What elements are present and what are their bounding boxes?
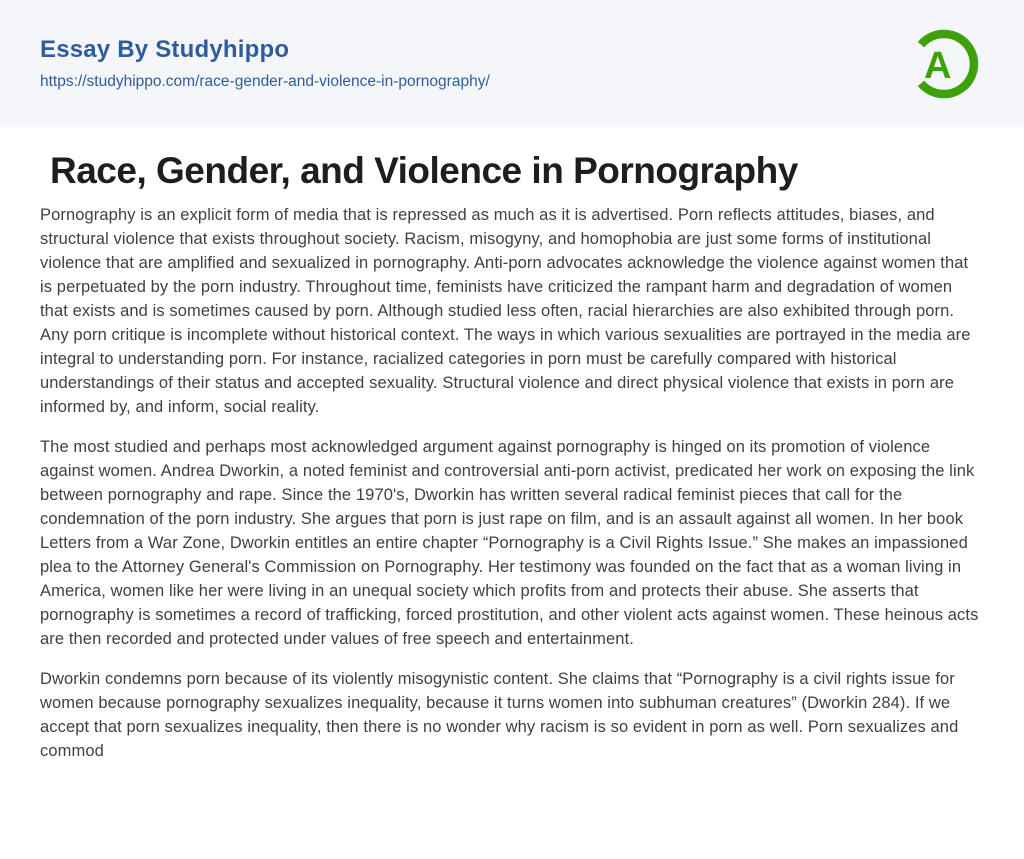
essay-title: Race, Gender, and Violence in Pornography: [50, 150, 798, 191]
essay-body: [0, 150, 1024, 763]
studyhippo-logo-icon: [902, 22, 986, 106]
header-text-block: [40, 36, 490, 91]
essay-paragraph-1: Pornography is an explicit form of media that is repressed as much as it is advertised. Porn reflects attitudes, biases, and structural violence that exists throughout society. Racism, misogyny, and homophobia are just some forms of institutional violence that are amplified and sexualized in pornography. Anti-porn advocates acknowledge the violence against women that is perpetuated by the porn industry. Throughout time, feminists have criticized the rampant harm and degradation of women that exists and is sometimes caused by porn. Although studied less often, racial hierarchies are also exhibited through porn. Any porn critique is incomplete without historical context. The ways in which various sexualities are portrayed in the media are integral to understanding porn. For instance, racialized categories in porn must be carefully compared with historical understandings of their status and accepted sexuality. Structural violence and direct physical violence that exists in porn are informed by, and inform, social reality.: [40, 205, 971, 416]
essay-paragraph-3: Dworkin condemns porn because of its violently misogynistic content. She claims that “Pornography is a civil rights issue for women because pornography sexualizes inequality, because it turns women into subhuman creatures” (Dworkin 284). If we accept that porn sexualizes inequality, then there is no wonder why racism is so evident in porn as well. Porn sexualizes and commod: [40, 669, 959, 760]
essay-paragraph-2: The most studied and perhaps most acknowledged argument against pornography is hinged on its promotion of violence against women. Andrea Dworkin, a noted feminist and controversial anti-porn activist, predicated her work on exposing the link between pornography and rape. Since the 1970's, Dworkin has written several radical feminist pieces that call for the condemnation of the porn industry. She argues that porn is just rape on film, and is an assault against all women. In her book Letters from a War Zone, Dworkin entitles an entire chapter “Pornography is a Civil Rights Issue.” She makes an impassioned plea to the Attorney General's Commission on Pornography. Her testimony was founded on the fact that as a woman living in America, women like her were living in an unequal society which profits from and protects their abuse. She asserts that pornography is sometimes a record of trafficking, forced prostitution, and other violent acts against women. These heinous acts are then recorded and protected under values of free speech and entertainment.: [40, 437, 979, 648]
site-title: Essay By Studyhippo: [40, 36, 290, 63]
essay-url-link[interactable]: https://studyhippo.com/race-gender-and-violence-in-pornography/: [40, 73, 490, 90]
page-header: [0, 0, 1024, 127]
svg-text:A: A: [924, 44, 952, 87]
